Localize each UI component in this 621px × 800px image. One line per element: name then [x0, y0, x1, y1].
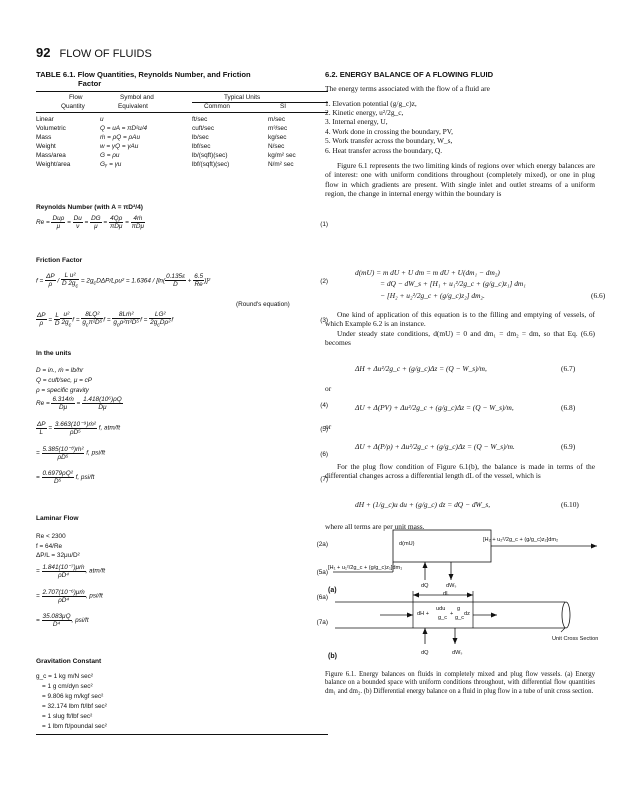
- fig-b-dw: dWₛ: [452, 650, 463, 656]
- work-arrow-icon-a: [449, 574, 454, 580]
- units-list: [36, 366, 92, 396]
- eq-6a: = $\frac{\text{2.707(10⁻⁶)μṁ}}{\text{ρD⁴}}$ , psi/ft (6a): [36, 589, 328, 604]
- eq-6-6-line3: − [H₂ + u₂²/2g_c + (g/g_c)z₂] dm₂. (6.6): [380, 291, 606, 300]
- table-cell-q: Mass/area: [36, 152, 66, 159]
- friction-equation: f = $\frac{\Delta P}{\rho}$ / $\frac{\text{L u²}}{D 2g_c}$ = $2g_cD\Delta P$/Lρu² = 1.6364 / [ln( $\frac{0.135\varepsilon}{D}$ + $\frac{6.5}{Re}$ )]² (2): [36, 272, 328, 290]
- gravitation-line: = 1 slug ft/lbf sec²: [42, 713, 93, 720]
- or-2: or: [325, 422, 332, 431]
- eq-5: $\frac{\Delta P}{L}$ = $\frac{\text{3.663(10⁻⁹)ṁ²}}{\text{ρD⁵}}$ f, atm/ft (5): [37, 420, 328, 436]
- energy-terms-list: [325, 99, 595, 155]
- fig-b-dh: dH +: [417, 611, 429, 617]
- eq-2a-number: (2a): [316, 541, 328, 548]
- table-header-row1: Flow Symbol and Typical Units: [69, 94, 261, 101]
- reynolds-equation: Re = $\frac{\text{Duρ}}{\mu}$ = $\frac{Du}{\nu}$ = $\frac{DG}{\mu}$ = $\frac{4Q\rho}{\text{πDμ}}$ = $\frac{\text{4ṁ}}{\text{πDμ}}$ (1): [36, 215, 328, 230]
- eq-7a: = $\frac{35.083\mu Q}{\text{D⁴}}$ , psi/ft (7a): [36, 613, 328, 628]
- table-row: [36, 125, 328, 134]
- eq-4: Re = $\frac{\text{6.314ṁ}}{D\mu}$ = $\frac{\text{1.418(10⁶)ρQ}}{D\mu}$ (4): [36, 396, 328, 411]
- eq-5a: = $\frac{\text{1.841(10⁻⁷)μṁ}}{\text{ρD⁴}}$ , atm/ft (5a): [36, 564, 328, 579]
- laminar-line: f = 64/Re: [36, 542, 63, 550]
- energy-term: 3. Internal energy, U,: [325, 117, 388, 127]
- plug-flow-out-arrow-icon: [491, 613, 497, 618]
- fig-a-dq: dQ: [421, 583, 429, 589]
- page-header: [36, 45, 152, 60]
- energy-term: 2. Kinetic energy, u²/2g_c,: [325, 108, 404, 117]
- fig-a-dmu: d(mU): [399, 541, 415, 547]
- energy-term: 6. Heat transfer across the boundary, Q.: [325, 145, 443, 155]
- eq-6-7: ΔH + Δu²/2g_c + (g/g_c)Δz = (Q − W_s)/m, (6.7): [355, 364, 576, 373]
- units-line: ρ = specific gravity: [36, 387, 89, 394]
- fig-b-dq: dQ: [421, 650, 429, 656]
- table-cell-si: N/sec: [268, 143, 285, 150]
- table-6-1: [36, 70, 328, 730]
- laminar-heading: Laminar Flow: [36, 515, 79, 522]
- table-cell-si: N/m² sec: [268, 161, 294, 168]
- outlet-arrow-icon: [591, 544, 597, 549]
- heat-arrow-icon-a: [423, 562, 428, 568]
- table-cell-q: Weight/area: [36, 161, 71, 168]
- section-intro: The energy terms associated with the flow of a fluid are: [325, 84, 490, 94]
- eq-6-6-line1: d(mU) = m dU + U dm = m dU + U(dm₁ − dm₂): [355, 268, 500, 277]
- fig-b-gc1: g_c: [438, 615, 448, 621]
- pressure-drop-equation: $\frac{\Delta P}{\rho}$ = $\frac{L}{D}$ $\frac{\text{u²}}{2g_c}$ f = $\frac{\text{8LQ²}}{g_c\pi^2D^5}$ f = $\frac{\text{8Lṁ²}}{g_c\rho^2\pi^2D^5}$ f = $\frac{\text{LG²}}{2g_cD\rho^2}$ f (3): [37, 311, 328, 329]
- running-title: FLOW OF FLUIDS: [59, 48, 152, 60]
- friction-heading: Friction Factor: [36, 257, 83, 264]
- table-cell-c: ft/sec: [192, 116, 208, 123]
- table-row: [36, 143, 328, 152]
- eq-7: = $\frac{\text{0.6979ρQ²}}{\text{D⁵}}$ f, psi/ft (7): [36, 470, 328, 485]
- paragraph-3: Under steady state conditions, d(mU) = 0 and dm₁ = dm₂ = dm, so that Eq. (6.6) becomes: [325, 329, 595, 348]
- work-arrow-icon-b: [453, 638, 458, 644]
- figure-caption: Figure 6.1. Energy balances on fluids in completely mixed and plug flow vessels. (a) Energy balance on a bounded space with uniform conditions throughout, with differential flow quantities dm₁ and dm₂. (b) Differential energy balance on a fluid in plug flow in a tube of unit cross section.: [325, 671, 595, 695]
- plug-flow-in-arrow-icon: [407, 613, 413, 618]
- paragraph-5: where all terms are per unit mass.: [325, 522, 425, 531]
- table-cell-si: kg/m² sec: [268, 152, 296, 159]
- table-bottom-rule: [36, 734, 328, 735]
- fig-b-dz: dz: [464, 611, 470, 617]
- table-cell-si: kg/sec: [268, 134, 287, 141]
- table-cell-c: cuft/sec: [192, 125, 215, 132]
- table-cell-si: m/sec: [268, 116, 286, 123]
- table-cell-q: Volumetric: [36, 125, 66, 132]
- fig-b-plus: +: [450, 611, 454, 617]
- section-title: 6.2. ENERGY BALANCE OF A FLOWING FLUID: [325, 70, 494, 79]
- table-cell-q: Mass: [36, 134, 52, 141]
- table-top-rule: [36, 91, 328, 92]
- paragraph-1: Figure 6.1 represents the two limiting kinds of regions over which energy balances are of interest: one with uniform conditions throughout (completely mixed), or one in plug flow in which gradients are present. With single inlet and outlet streams of a uniform region, the change in internal energy within the boundary is: [325, 161, 595, 198]
- table-row: [36, 152, 328, 161]
- table-row: [36, 116, 328, 125]
- energy-term: 4. Work done in crossing the boundary, PV,: [325, 126, 453, 136]
- fig-b-gc2: g_c: [455, 615, 465, 621]
- fig-b-unit-cross-section: Unit Cross Section: [552, 636, 599, 642]
- table-row: [36, 161, 328, 170]
- paragraph-2: One kind of application of this equation is to the filling and emptying of vessels, of which Example 6.2 is an instance.: [325, 310, 595, 329]
- units-line: Q = cuft/sec, μ = cP: [36, 377, 93, 384]
- table-cell-s: G = ρu: [100, 152, 120, 159]
- table-cell-c: lb/sec: [192, 134, 209, 141]
- table-cell-s: ṁ = ρQ = ρAu: [100, 134, 140, 141]
- table-cell-c: lb/(sqft)(sec): [192, 152, 228, 159]
- reynolds-heading: Reynolds Number (with A = πD²/4): [36, 204, 143, 211]
- table-header-rule: [36, 112, 328, 113]
- dl-right-arrow-icon: [467, 593, 473, 598]
- page-number: 92: [36, 45, 51, 60]
- gravitation-lines: [36, 672, 107, 732]
- gravitation-line: = 32.174 lbm ft/lbf sec²: [42, 703, 107, 710]
- round-equation-note: (Round's equation): [236, 301, 290, 308]
- heat-arrow-icon-b: [423, 628, 428, 634]
- table-row: [36, 134, 328, 143]
- gravitation-line: = 1 lbm ft/poundal sec²: [42, 723, 107, 730]
- fig-b-g: g: [457, 606, 461, 612]
- fig-b-label: (b): [328, 653, 337, 660]
- gravitation-heading: Gravitation Constant: [36, 658, 102, 665]
- paragraph-4: For the plug flow condition of Figure 6.1(b), the balance is made in terms of the differential changes across a differential length dL of the vessel, which is: [325, 462, 595, 481]
- fig-b-dl: dL: [443, 591, 450, 597]
- units-line: D = in., ṁ = lb/hr: [36, 367, 84, 374]
- table-cell-s: Q = uA = πD²u/4: [100, 125, 148, 132]
- fig-a-outflow: [H₂ + u₂²/2g_c + (g/g_c)z₂]dm₂: [483, 537, 559, 543]
- gravitation-line: g_c = 1 kg m/N sec²: [36, 673, 94, 680]
- gravitation-line: = 1 g cm/dyn sec²: [42, 683, 93, 690]
- table-caption: TABLE 6.1. Flow Quantities, Reynolds Number, and Friction Factor: [36, 70, 251, 88]
- table-cell-s: u: [100, 116, 104, 123]
- dl-left-arrow-icon: [413, 593, 419, 598]
- table-header-row2: Quantity Equivalent Common SI: [61, 103, 287, 110]
- table-cell-c: lbf/(sqft)(sec): [192, 161, 230, 168]
- or-1: or: [325, 384, 332, 393]
- gravitation-line: = 9.806 kg m/kgf sec²: [42, 693, 104, 700]
- eq-6-6-line2: = dQ − dW_s + [H₁ + u₁²/2g_c + (g/g_c)z₁] dm₁: [380, 279, 526, 288]
- tube-cross-section: [562, 602, 570, 628]
- eq-6-10: dH + (1/g_c)u du + (g/g_c) dz = dQ − dW_s, (6.10): [355, 500, 579, 509]
- eq-6: = $\frac{\text{5.385(10⁻⁸)ṁ²}}{\text{ρD⁵}}$ f, psi/ft (6): [36, 446, 328, 461]
- units-heading: In the units: [36, 350, 72, 357]
- laminar-line: ΔP/L = 32μu/D²: [36, 552, 80, 559]
- fig-a-inflow: [H₁ + u₁²/2g_c + (g/g_c)z₁]dm₁: [328, 565, 403, 571]
- table-cell-q: Weight: [36, 143, 56, 150]
- table-cell-q: Linear: [36, 116, 54, 123]
- table-body: [36, 116, 328, 170]
- section-6-2: [325, 70, 606, 531]
- eq-6-8: ΔU + Δ(PV) + Δu²/2g_c + (g/g_c)Δz = (Q − W_s)/m, (6.8): [355, 403, 576, 412]
- fig-a-label: (a): [328, 587, 337, 594]
- laminar-line: Re < 2300: [36, 533, 66, 540]
- energy-term: 5. Work transfer across the boundary, W_s,: [325, 136, 453, 146]
- table-cell-si: m³/sec: [268, 125, 288, 132]
- table-cell-s: Gᵧ = γu: [100, 161, 122, 168]
- laminar-lines: [36, 532, 80, 561]
- fig-a-dw: dWₛ: [446, 583, 457, 589]
- table-cell-s: w = γQ = γAu: [100, 143, 139, 150]
- table-cell-c: lbf/sec: [192, 143, 211, 150]
- energy-term: 1. Elevation potential (g/g_c)z,: [325, 98, 417, 108]
- eq-6-9: ΔU + Δ(P/ρ) + Δu²/2g_c + (g/g_c)Δz = (Q − W_s)/m. (6.9): [355, 442, 576, 451]
- fig-b-udu: udu: [436, 606, 446, 612]
